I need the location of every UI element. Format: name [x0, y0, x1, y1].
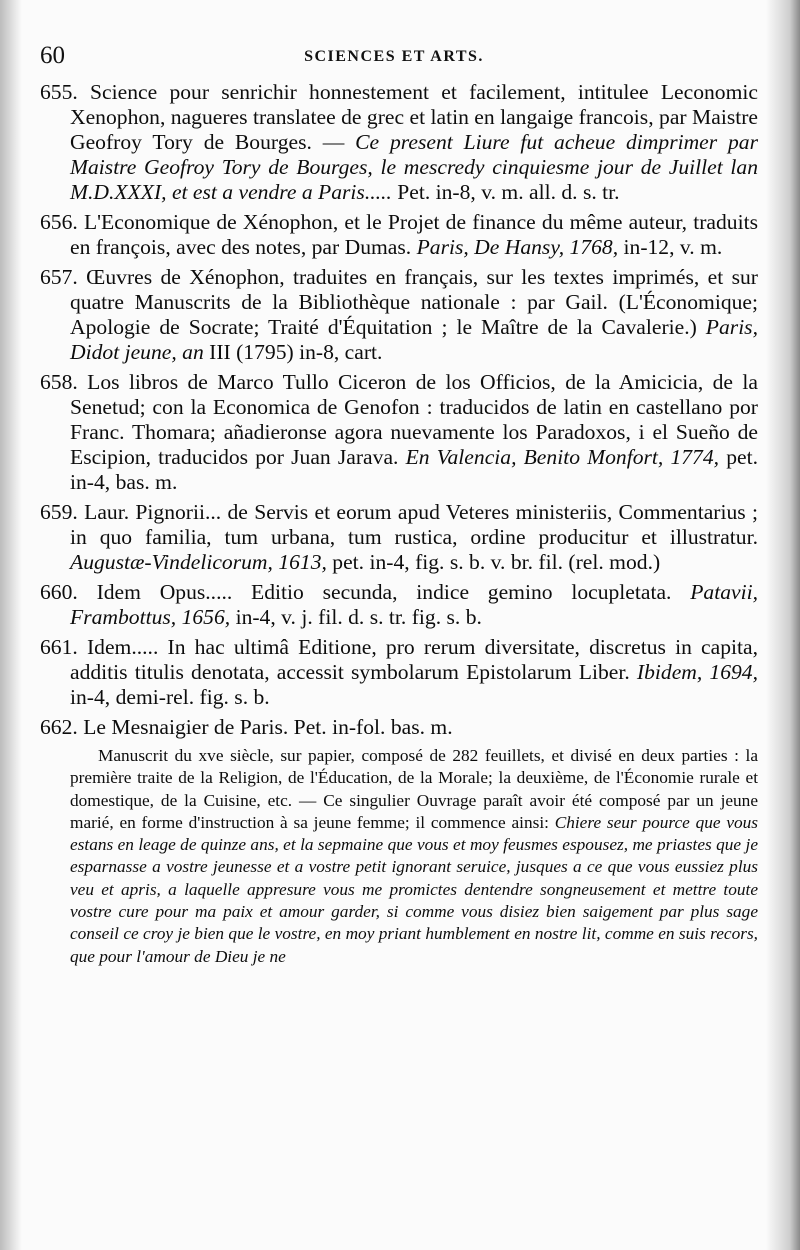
entry-number: 658.	[40, 370, 78, 394]
entry-format: Pet. in-8, v. m. all. d. s. tr.	[391, 180, 620, 204]
entry-format: III (1795) in-8, cart.	[203, 340, 383, 364]
entry-imprint: Paris, Didot jeune, an	[70, 315, 758, 364]
entry-text: Idem..... In hac ultimâ Editione, pro rerum diversitate, discretus in capita, additis titulis denotata, accessit symbolarum Epistolarum Liber.	[70, 635, 758, 684]
entry-text: Science pour senrichir honnestement et facilement, intitulee Leconomic Xenophon, nagueres translatee de grec et latin en langaige francois, par Maistre Geofroy Tory de Bourges. —	[70, 80, 758, 154]
entry-imprint: Augustæ-Vindelicorum, 1613,	[70, 550, 327, 574]
note-text: Manuscrit du xve siècle, sur papier, composé de 282 feuillets, et divisé en deux parties : la première traite de la Religion, de l'Éducation, de la Morale; la deuxième, de l'Économie rurale et domestique, de la Cuisine, etc. — Ce singulier Ouvrage paraît avoir été composé par un jeune marié, en forme d'instruction à sa jeune femme; il commence ainsi:	[70, 746, 758, 832]
catalogue-entry-662	[40, 715, 758, 740]
catalogue-entry-660	[40, 580, 758, 630]
catalogue-entry-656	[40, 210, 758, 260]
entry-text: Idem Opus..... Editio secunda, indice gemino locupletata.	[96, 580, 691, 604]
catalogue-entry-658	[40, 370, 758, 495]
entry-number: 656.	[40, 210, 78, 234]
entry-imprint: Ibidem, 1694,	[636, 660, 758, 684]
running-head: SCIENCES ET ARTS.	[304, 48, 484, 65]
entry-number: 660.	[40, 580, 78, 604]
entry-text: Laur. Pignorii... de Servis et eorum apud Veteres ministeriis, Commentarius ; in quo familia, tum urbana, tum rustica, ordine producitur et illustratur.	[70, 500, 759, 549]
page-gutter-shadow	[0, 0, 22, 1250]
entry-number: 659.	[40, 500, 78, 524]
entry-imprint: Paris, De Hansy, 1768,	[416, 235, 619, 259]
catalogue-entry-659	[40, 500, 758, 575]
entry-text: Los libros de Marco Tullo Ciceron de los Officios, de la Amicicia, de la Senetud; con la Economica de Genofon : traducidos de latin en castellano por Franc. Thomara; añadieronse agora nuevamente los Paradoxos, i el Sueño de Escipion, traducidos por Juan Jarava.	[70, 370, 758, 469]
entry-format: in-4, v. j. fil. d. s. tr. fig. s. b.	[230, 605, 482, 629]
entry-662-description	[70, 745, 758, 968]
entry-number: 655.	[40, 80, 78, 104]
entry-text: Œuvres de Xénophon, traduites en français, sur les textes imprimés, et sur quatre Manuscrits de la Bibliothèque nationale : par Gail. (L'Économique; Apologie de Socrate; Traité d'Équitation ; le Maître de la Cavalerie.)	[70, 265, 758, 339]
entry-format: in-12, v. m.	[618, 235, 723, 259]
entry-number: 662.	[40, 715, 78, 739]
page-edge-shadow	[766, 0, 800, 1250]
entry-imprint: Ce present Liure fut acheue dimprimer par Maistre Geofroy Tory de Bourges, le mescredy cinquiesme jour de Juillet lan M.D.XXXI, et est a vendre a Paris.....	[70, 130, 759, 204]
entry-text: L'Economique de Xénophon, et le Projet de finance du même auteur, traduits en françois, avec des notes, par Dumas.	[70, 210, 758, 259]
page-number: 60	[40, 42, 65, 69]
entry-format: in-4, demi-rel. fig. s. b.	[70, 685, 270, 709]
entry-number: 657.	[40, 265, 78, 289]
entry-number: 661.	[40, 635, 78, 659]
catalogue-entry-655	[40, 80, 758, 205]
entry-format: pet. in-4, bas. m.	[70, 445, 758, 494]
page-header	[34, 42, 754, 76]
catalogue-entry-657	[40, 265, 758, 365]
catalogue-entry-661	[40, 635, 758, 710]
entry-text: Le Mesnaigier de Paris. Pet. in-fol. bas. m.	[83, 715, 453, 739]
entry-format: pet. in-4, fig. s. b. v. br. fil. (rel. mod.)	[326, 550, 661, 574]
entry-imprint: En Valencia, Benito Monfort, 1774,	[405, 445, 720, 469]
catalogue-entries	[40, 80, 758, 968]
note-quotation: Chiere seur pource que vous estans en leage de quinze ans, et la sepmaine que vous et moy feusmes espousez, me priastes que je esparnasse a vostre jeunesse et a vostre petit ignorant seruice, jusques a ce que vous eussiez plus veu et apris, a laquelle appresure vous me promictes dentendre songneusement et mettre toute vostre cure pour ma paix et amour garder, si comme vous disiez bien saigement par plus sage conseil ce croy je bien que le vostre, en moy priant humblement en nostre lit, comme en suis recors, que pour l'amour de Dieu je ne	[70, 812, 758, 966]
entry-imprint: Patavii, Frambottus, 1656,	[70, 580, 758, 629]
